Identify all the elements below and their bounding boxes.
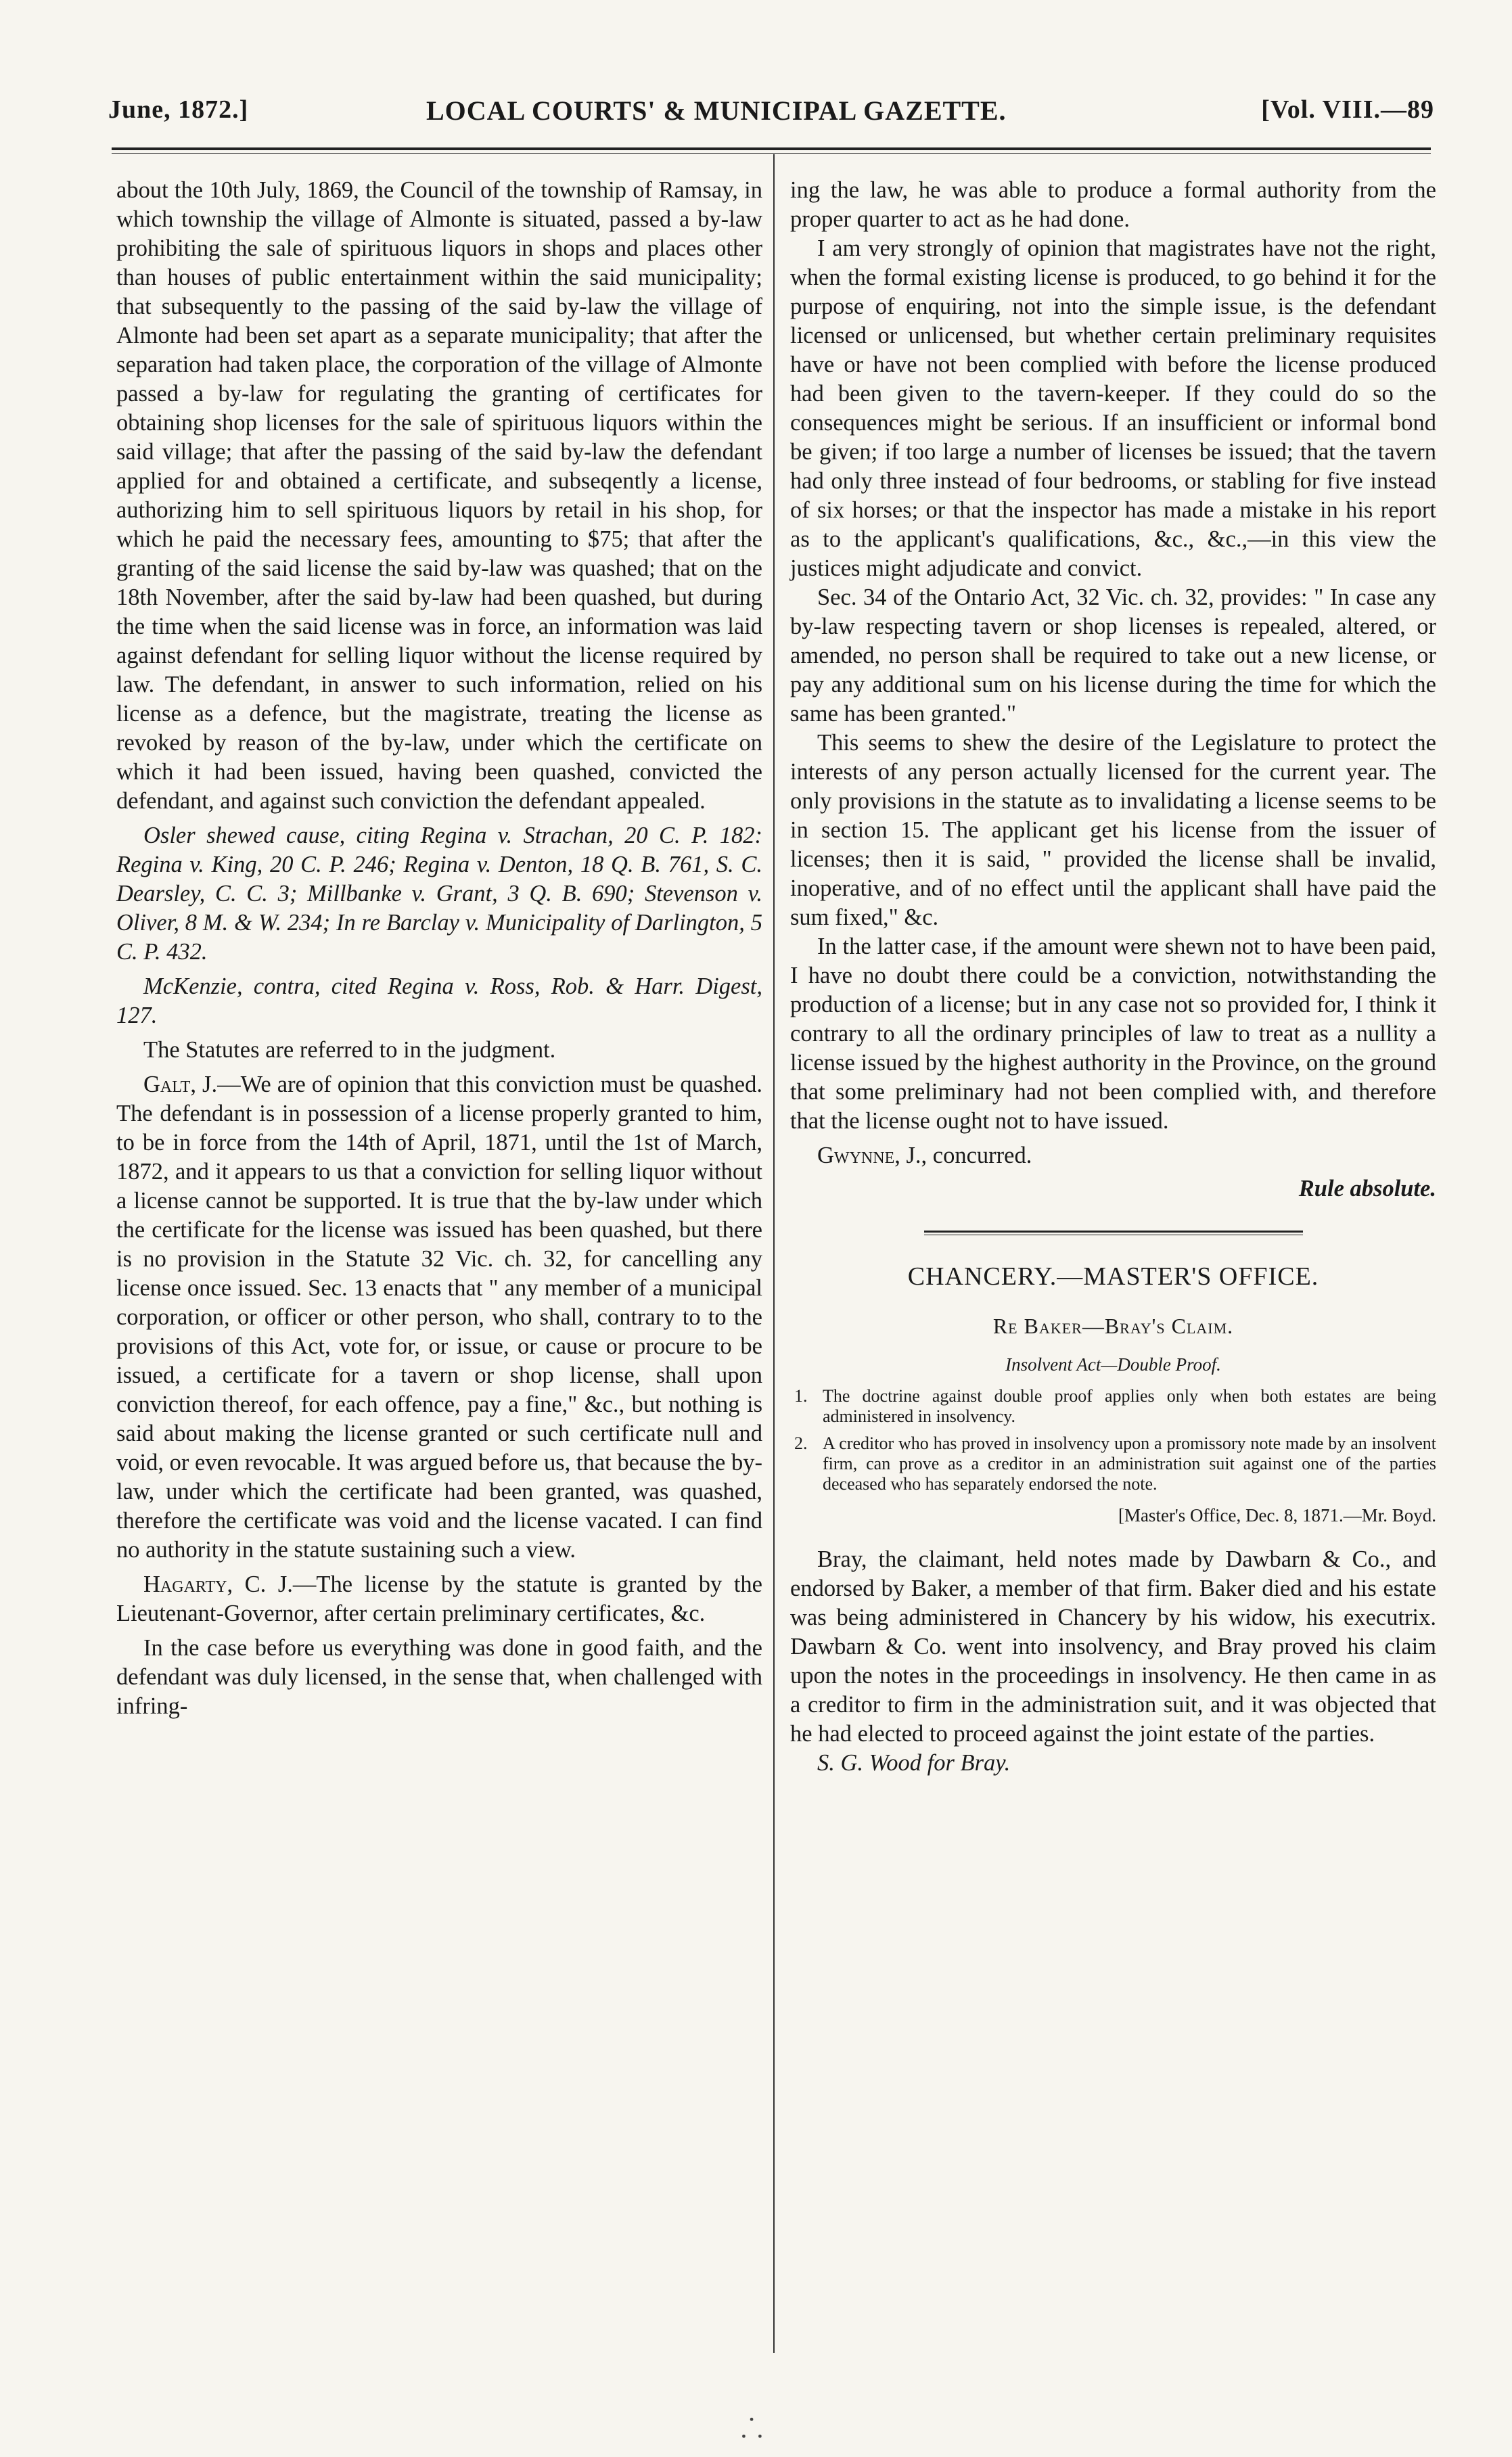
section-title: CHANCERY.—MASTER'S OFFICE. bbox=[907, 1262, 1319, 1291]
header-volume: [Vol. VIII.—89 bbox=[1261, 95, 1434, 124]
paragraph: Osler shewed cause, citing Regina v. Strachan, 20 C. P. 182: Regina v. King, 20 C. P. 246; Regina v. Denton, 18 Q. B. 761, S. C. Dearsley, C. C. 3; Millbanke v. Grant, 3 Q. B. 690; Stevenson v. Oliver, 8 M. & W. 234; In re Barclay v. Municipality of Darlington, 5 C. P. 432. bbox=[116, 823, 762, 965]
headnote-number: 1. bbox=[794, 1386, 808, 1406]
judge-name: Hagarty, C. J. bbox=[143, 1571, 293, 1597]
section-rule bbox=[924, 1231, 1303, 1235]
paragraph: This seems to shew the desire of the Legislature to protect the interests of any person actually licensed for the current year. The only provisions in the statute as to invalidating a license seems to be in section 15. The applicant get his license from the issuer of licenses; then it is said, " provided the license shall be invalid, inoperative, and of no effect until the applicant shall have paid the sum fixed," &c. bbox=[790, 730, 1436, 930]
paragraph-text: —The license by the statute is granted by the Lieutenant-Governor, after certain preliminary certificates, &c. bbox=[116, 1571, 762, 1626]
header-date: June, 1872.] bbox=[108, 95, 249, 124]
header-title: LOCAL COURTS' & MUNICIPAL GAZETTE. bbox=[426, 95, 1007, 126]
paragraph bbox=[116, 1070, 762, 1565]
paragraph-text: —We are of opinion that this conviction must be quashed. The defendant is in possession of a license properly granted to him, to be in force from the 14th of April, 1871, until the 1st of March, 1872, and it appears to us that a conviction for selling liquor without a license cannot be supported. It is true that the by-law under which the certificate for the license was issued has been quashed, but there is no provision in the Statute 32 Vic. ch. 32, for cancelling any license once issued. Sec. 13 enacts that " any member of a municipal corporation, or officer or other person, who shall, contrary to to the provisions of this Act, vote for, or issue, or cause or procure to be issued, a certificate for a tavern or shop license, shall upon conviction thereof, for each offence, pay a fine," &c., but nothing is said about making the license granted or such certificate null and void, or even revocable. It was argued before us, that because the by-law, under which the certificate had been granted, was quashed, therefore the certificate was void and the license vacated. I can find no authority in the statute sustaining such a view. bbox=[116, 1072, 762, 1563]
paragraph: The Statutes are referred to in the judgment. bbox=[143, 1037, 556, 1063]
paragraph bbox=[790, 1141, 1436, 1170]
court-line: [Master's Office, Dec. 8, 1871.—Mr. Boyd. bbox=[1118, 1505, 1436, 1525]
headnote bbox=[790, 1433, 1436, 1494]
paragraph: ing the law, he was able to produce a formal authority from the proper quarter to act as he had done. bbox=[790, 177, 1436, 232]
paragraph: In the case before us everything was done in good faith, and the defendant was duly licensed, in the sense that, when challenged with infring- bbox=[116, 1635, 762, 1719]
rule-absolute: Rule absolute. bbox=[1298, 1176, 1436, 1201]
header-rule bbox=[112, 147, 1431, 154]
judge-name: Galt, J. bbox=[143, 1072, 218, 1097]
headnote-text: A creditor who has proved in insolvency upon a promissory note made by an insolvent firm, can prove as a creditor in an administration suit against one of the parties deceased who has separately endorsed the note. bbox=[823, 1433, 1436, 1494]
ink-smudge-mark: ⸫ bbox=[741, 2413, 763, 2444]
paragraph-text: , concurred. bbox=[921, 1143, 1032, 1168]
headnote-text: The doctrine against double proof applies only when both estates are being administered in insolvency. bbox=[823, 1386, 1436, 1426]
headnote bbox=[790, 1386, 1436, 1427]
case-subtitle: Insolvent Act—Double Proof. bbox=[1005, 1354, 1221, 1375]
paragraph bbox=[116, 1570, 762, 1628]
paragraph: McKenzie, contra, cited Regina v. Ross, Rob. & Harr. Digest, 127. bbox=[116, 973, 762, 1028]
judge-name: Gwynne, J. bbox=[817, 1143, 921, 1168]
paragraph: I am very strongly of opinion that magistrates have not the right, when the formal existing license is produced, to go behind it for the purpose of enquiring, not into the simple issue, is the defendant licensed or unlicensed, but whether certain preliminary requisites have or have not been complied with before the license produced had been given to the tavern-keeper. If they could do so the consequences might be serious. If an insufficient or informal bond be given; if too large a number of licenses be issued; that the tavern had only three instead of four bedrooms, or stabling for five instead of six horses; or that the inspector has made a mistake in his report as to the applicant's qualifications, &c., &c.,—in this view the justices might adjudicate and convict. bbox=[790, 235, 1436, 581]
paragraph: about the 10th July, 1869, the Council of the township of Ramsay, in which township the village of Almonte is situated, passed a by-law prohibiting the sale of spirituous liquors in shops and places other than houses of public entertainment within the said municipality; that subsequently to the passing of the said by-law the village of Almonte had been set apart as a separate municipality; that after the separation had taken place, the corporation of the village of Almonte passed a by-law for regulating the granting of certificates for obtaining shop licenses for the sale of spirituous liquors within the said village; that after the passing of the said by-law the defendant applied for and obtained a certificate, and subseqently a license, authorizing him to sell spirituous liquors by retail in his shop, for which he paid the necessary fees, amounting to $75; that after the granting of the said license the said by-law was quashed; that on the 18th November, after the said by-law had been quashed, but during the time when the said license was in force, an information was laid against defendant for selling liquor without the license required by law. The defendant, in answer to such information, relied on his license as a defence, but the magistrate, treating the license as revoked by reason of the by-law, under which the certificate on which it had been issued, having been quashed, convicted the defendant, and against such conviction the defendant appealed. bbox=[116, 177, 762, 814]
right-column bbox=[790, 176, 1436, 1778]
paragraph: Bray, the claimant, held notes made by Dawbarn & Co., and endorsed by Baker, a member of that firm. Baker died and his estate was being administered in Chancery by his widow, his executrix. Dawbarn & Co. went into insolvency, and Bray proved his claim upon the notes in the proceedings in insolvency. He then came in as a creditor to firm in the administration suit, and it was objected that he had elected to proceed against the joint estate of the parties. bbox=[790, 1546, 1436, 1747]
column-divider bbox=[773, 154, 775, 2353]
left-column bbox=[116, 176, 762, 1721]
page-header bbox=[108, 95, 1434, 135]
headnote-number: 2. bbox=[794, 1433, 808, 1453]
paragraph: Sec. 34 of the Ontario Act, 32 Vic. ch. 32, provides: " In case any by-law respecting tavern or shop licenses is repealed, altered, or amended, no person shall be required to take out a new license, or pay any additional sum on his license during the time for which the same has been granted." bbox=[790, 584, 1436, 727]
case-title: Re Baker—Bray's Claim. bbox=[992, 1314, 1234, 1338]
paragraph: S. G. Wood for Bray. bbox=[817, 1750, 1011, 1776]
paragraph: In the latter case, if the amount were shewn not to have been paid, I have no doubt there could be a conviction, notwithstanding the production of a license; but in any case not so provided for, I think it contrary to all the ordinary principles of law to treat as a nullity a license issued by the highest authority in the Province, on the ground that some preliminary had not been complied with, and therefore that the license ought not to have issued. bbox=[790, 934, 1436, 1134]
